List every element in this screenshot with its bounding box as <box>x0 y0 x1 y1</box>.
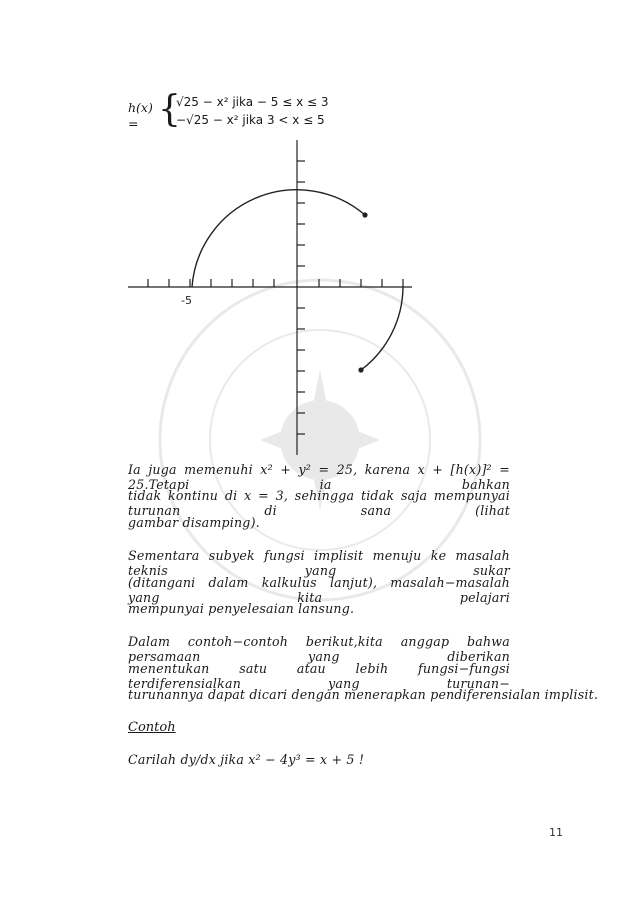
function-label: h(x) = <box>128 100 153 131</box>
left-brace: { <box>158 89 181 130</box>
paragraph-2-line-1: Sementara subyek fungsi implisit menuju ke masalah teknis yang sukar <box>128 548 510 578</box>
x-axis <box>128 279 412 287</box>
paragraph-1-line-1: Ia juga memenuhi x² + y² = 25, karena x + [h(x)]² = 25.Tetapi ia bahkan <box>128 462 510 492</box>
x-axis-label: -5 <box>181 294 192 307</box>
paragraph-2-line-3: mempunyai penyelesaian lansung. <box>128 601 355 616</box>
paragraph-3-line-2: menentukan satu atau lebih fungsi−fungsi terdiferensialkan yang turunan− <box>128 661 510 691</box>
paragraph-3-line-3: turunannya dapat dicari dengan menerapkan pendiferensialan implisit. <box>128 687 599 702</box>
paragraph-3-line-1: Dalam contoh−contoh berikut,kita anggap bahwa persamaan yang diberikan <box>128 634 510 664</box>
paragraph-2-line-2: (ditangani dalam kalkulus lanjut), masalah−masalah yang kita pelajari <box>128 575 510 605</box>
piecewise-case-1: √25 − x² jika − 5 ≤ x ≤ 3 <box>176 95 329 109</box>
lower-arc <box>361 287 403 370</box>
paragraph-1-line-2: tidak kontinu di x = 3, sehingga tidak saja mempunyai turunan di sana (lihat <box>128 488 510 518</box>
example-problem: Carilah dy/dx jika x² − 4y³ = x + 5 ! <box>128 752 365 767</box>
paragraph-1-line-3: gambar disamping). <box>128 515 260 530</box>
page-number: 11 <box>549 826 563 839</box>
lower-arc-endpoint <box>358 367 363 372</box>
piecewise-case-2: −√25 − x² jika 3 < x ≤ 5 <box>176 113 325 127</box>
upper-arc-endpoint <box>362 212 367 217</box>
example-heading: Contoh <box>128 720 176 735</box>
y-axis <box>297 140 305 455</box>
function-graph <box>120 135 420 465</box>
upper-arc <box>192 190 365 287</box>
